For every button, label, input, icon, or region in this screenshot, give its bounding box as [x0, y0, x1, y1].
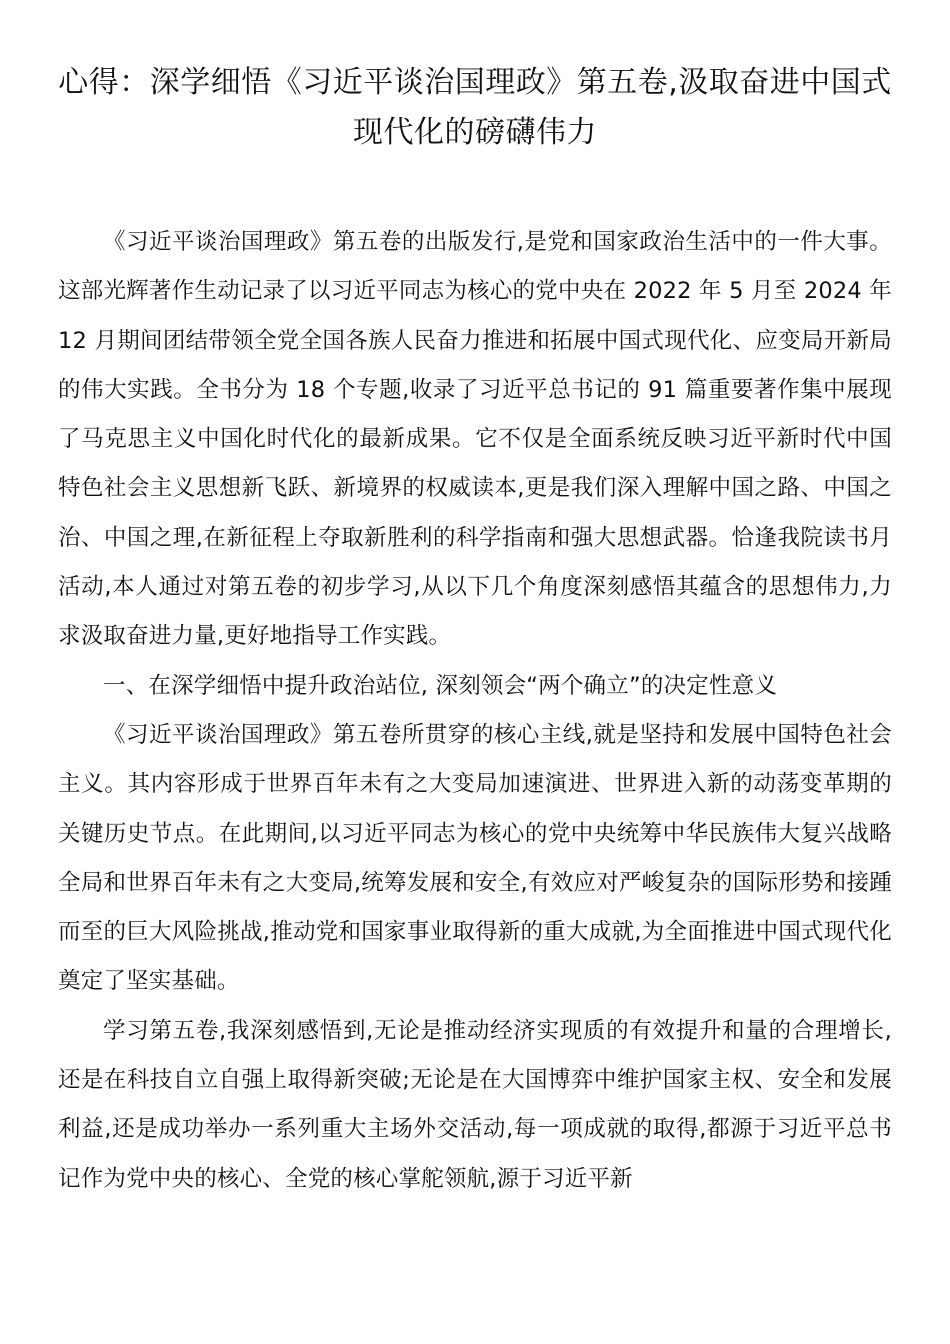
intro-paragraph: 《习近平谈治国理政》第五卷的出版发行,是党和国家政治生活中的一件大事。这部光辉著作生动记录了以习近平同志为核心的党中央在 2022 年 5 月至 2024 年 12 月期间团结带领全党全国各族人民奋力推进和拓展中国式现代化、应变局开新局的伟大实践。全书分为 18 个专题,收录了习近平总书记的 91 篇重要著作集中展现了马克思主义中国化时代化的最新成果。它不仅是全面系统反映习近平新时代中国特色社会主义思想新飞跃、新境界的权威读本,更是我们深入理解中国之路、中国之治、中国之理,在新征程上夺取新胜利的科学指南和强大思想武器。恰逢我院读书月活动,本人通过对第五卷的初步学习,从以下几个角度深刻感悟其蕴含的思想伟力,力求汲取奋进力量,更好地指导工作实践。	[58, 229, 892, 650]
section-1-paragraph-1: 《习近平谈治国理政》第五卷所贯穿的核心主线,就是坚持和发展中国特色社会主义。其内容形成于世界百年未有之大变局加速演进、世界进入新的动荡变革期的关键历史节点。在此期间,以习近平同志为核心的党中央统筹中华民族伟大复兴战略全局和世界百年未有之大变局,统筹发展和安全,有效应对严峻复杂的国际形势和接踵而至的巨大风险挑战,推动党和国家事业取得新的重大成就,为全面推进中国式现代化奠定了坚实基础。	[58, 721, 892, 995]
section-1-paragraph-2: 学习第五卷,我深刻感悟到,无论是推动经济实现质的有效提升和量的合理增长,还是在科技自立自强上取得新突破;无论是在大国博弈中维护国家主权、安全和发展利益,还是成功举办一系列重大主场外交活动,每一项成就的取得,都源于习近平总书记作为党中央的核心、全党的核心掌舵领航,源于习近平新	[58, 1017, 892, 1192]
section-heading-1: 一、在深学细悟中提升政治站位, 深刻领会“两个确立”的决定性意义	[103, 672, 778, 699]
document-title: 心得：深学细悟《习近平谈治国理政》第五卷,汲取奋进中国式现代化的磅礴伟力	[58, 65, 892, 150]
document-body	[58, 218, 892, 1204]
